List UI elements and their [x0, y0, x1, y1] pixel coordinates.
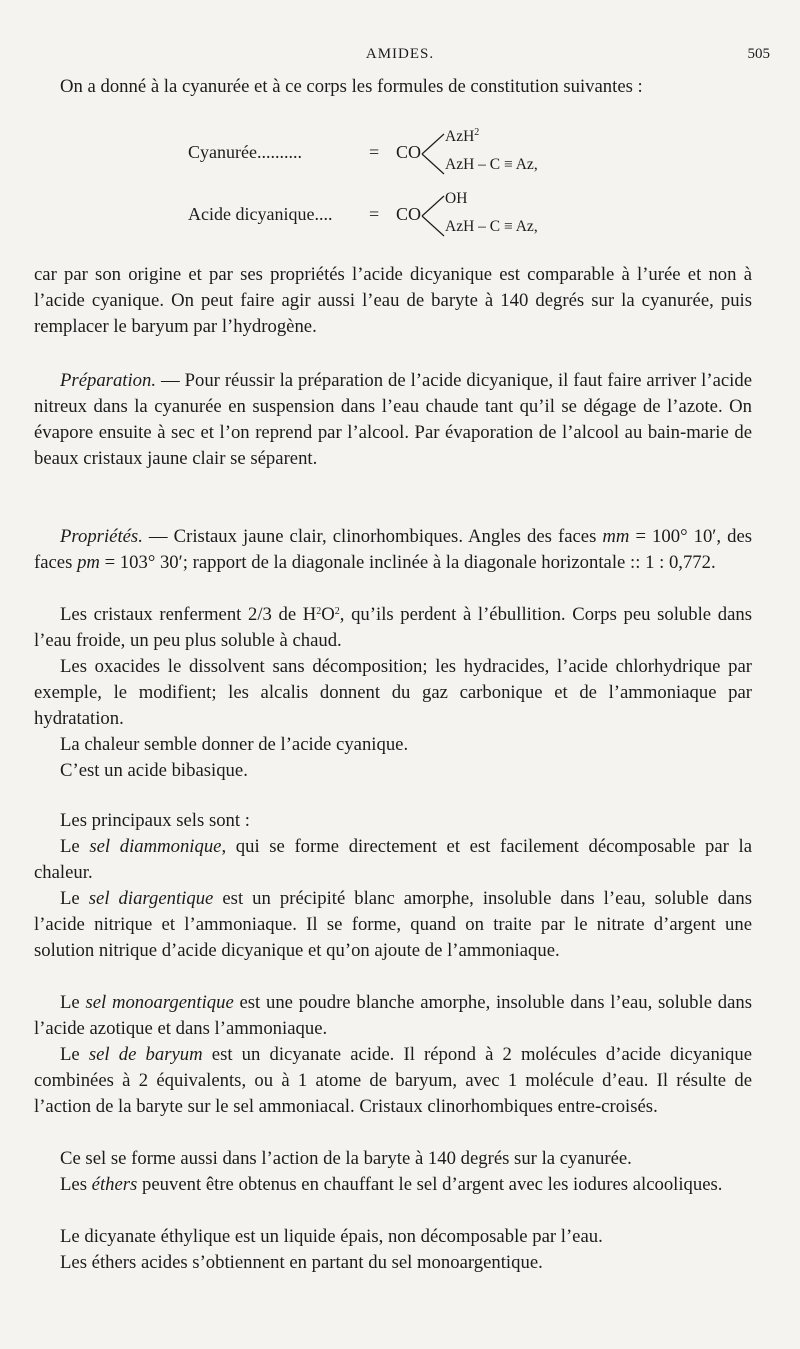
sel-text-2: est un dicyanate acide. Il répond à 2 molécules d’acide dicyanique combinées à 2 équivalents, ou à 1 atome de baryum, avec 1 molécule d’eau. Il résulte de l’action de la baryte sur le sel ammoniacal. Cristaux clinorhombiques entre-croisés. [34, 1044, 752, 1117]
formula-top-group [445, 128, 479, 146]
oxacides-paragraph: Les oxacides le dissolvent sans décomposition; les hydracides, l’acide chlorhydrique par exemple, le modifient; les alcalis donnent du gaz carbonique et de l’ammoniaque par hydratation. [34, 656, 752, 729]
baryte-paragraph: Ce sel se forme aussi dans l’action de la baryte à 140 degrés sur la cyanurée. [60, 1148, 632, 1169]
formula-core: CO [396, 204, 422, 224]
cristaux-text-3: , qu’ils perdent à l’ébullition. Corps peu soluble dans l’eau froide, un peu plus soluble à chaud. [34, 604, 752, 651]
cristaux-text-1: Les cristaux renferment 2/3 de H [60, 604, 317, 625]
branch-bracket-icon [420, 190, 446, 242]
chaleur-paragraph: La chaleur semble donner de l’acide cyanique. [60, 734, 409, 755]
cristaux-text-2: O [321, 604, 335, 625]
preparation-text: — Pour réussir la préparation de l’acide dicyanique, il faut faire arriver l’acide nitreux dans la cyanurée en suspension dans l’eau chaude tant qu’il se dégage de l’azote. On évapore ensuite à sec et l’on reprend par l’alcool. Par évaporation de l’alcool au bain-marie de beaux cristaux jaune clair se séparent. [34, 370, 752, 469]
formula-core: CO [396, 142, 422, 162]
sel-text-1: Le [60, 888, 89, 909]
formula-top-text: AzH [445, 128, 475, 145]
formula-cyanuree [0, 128, 800, 180]
sel-text-1: Le [60, 836, 90, 857]
sel-text-2: est une poudre blanche amorphe, insoluble dans l’eau, soluble dans l’acide azotique et dans l’ammoniaque. [34, 992, 752, 1039]
face-mm: mm [602, 526, 630, 547]
sels-intro-paragraph: Les principaux sels sont : [60, 810, 250, 831]
sel-text-1: Le [60, 1044, 89, 1065]
ethers-text-1: Les [60, 1174, 92, 1195]
sel-name: sel diargentique [88, 888, 214, 909]
formula-label: Acide dicyanique.... [188, 204, 333, 224]
formula-bottom-group: AzH – C ≡ Az, [445, 218, 538, 235]
formula-bottom-group: AzH – C ≡ Az, [445, 156, 538, 173]
sel-name: sel monoargentique [85, 992, 234, 1013]
sel-diammonique-paragraph [34, 834, 752, 886]
sel-name: sel de baryum [88, 1044, 203, 1065]
formula-top-sup: 2 [474, 127, 480, 138]
page-number: 505 [747, 46, 770, 62]
face-pm: pm [77, 552, 100, 573]
ethers-text-2: peuvent être obtenus en chauffant le sel d’argent avec les iodures alcooliques. [137, 1174, 723, 1195]
preparation-heading: Préparation. [60, 370, 157, 391]
sel-baryum-paragraph [34, 1042, 752, 1120]
sel-text-1: Le [60, 992, 86, 1013]
cristaux-sup-1: 2 [316, 606, 322, 617]
ethers-acides-paragraph: Les éthers acides s’obtiennent en partant du sel monoargentique. [60, 1252, 543, 1273]
cristaux-paragraph [34, 602, 752, 654]
proprietes-heading: Propriétés. [60, 526, 143, 547]
running-head [0, 46, 800, 66]
cristaux-sup-2: 2 [334, 606, 340, 617]
formula-label: Cyanurée.......... [188, 142, 302, 162]
bibasique-paragraph: C’est un acide bibasique. [60, 760, 248, 781]
running-title: AMIDES. [365, 46, 435, 62]
ethers-paragraph [34, 1172, 752, 1198]
proprietes-text-1: — Cristaux jaune clair, clinorhombiques. Angles des faces [142, 526, 603, 547]
branch-bracket-icon [420, 128, 446, 180]
formula-equals: = [369, 204, 380, 224]
formula-equals: = [369, 142, 380, 162]
proprietes-text-3: = 103° 30′; rapport de la diagonale inclinée à la diagonale horizontale :: 1 : 0,772. [99, 552, 716, 573]
ethylique-paragraph: Le dicyanate éthylique est un liquide épais, non décomposable par l’eau. [60, 1226, 603, 1247]
sel-diargentique-paragraph [34, 886, 752, 964]
formula-top-group: OH [445, 190, 468, 207]
sel-text-2: , qui se forme directement et est facilement décomposable par la chaleur. [34, 836, 752, 883]
sel-name: sel diammonique [89, 836, 222, 857]
proprietes-paragraph [34, 524, 752, 576]
formula-acide-dicyanique [0, 190, 800, 242]
ethers-name: éthers [91, 1174, 138, 1195]
origin-paragraph: car par son origine et par ses propriétés l’acide dicyanique est comparable à l’urée et non à l’acide cyanique. On peut faire agir aussi l’eau de baryte à 140 degrés sur la cyanurée, puis remplacer le baryum par l’hydrogène. [34, 264, 752, 337]
preparation-paragraph [34, 368, 752, 472]
intro-paragraph: On a donné à la cyanurée et à ce corps les formules de constitution suivantes : [60, 76, 643, 97]
sel-text-2: est un précipité blanc amorphe, insoluble dans l’eau, soluble dans l’acide nitrique et l’ammoniaque. Il se forme, quand on traite par le nitrate d’argent une solution nitrique d’acide dicyanique et qu’on ajoute de l’ammoniaque. [34, 888, 752, 961]
sel-monoargentique-paragraph [34, 990, 752, 1042]
proprietes-text-2: = 100° 10′, des faces [34, 526, 753, 573]
